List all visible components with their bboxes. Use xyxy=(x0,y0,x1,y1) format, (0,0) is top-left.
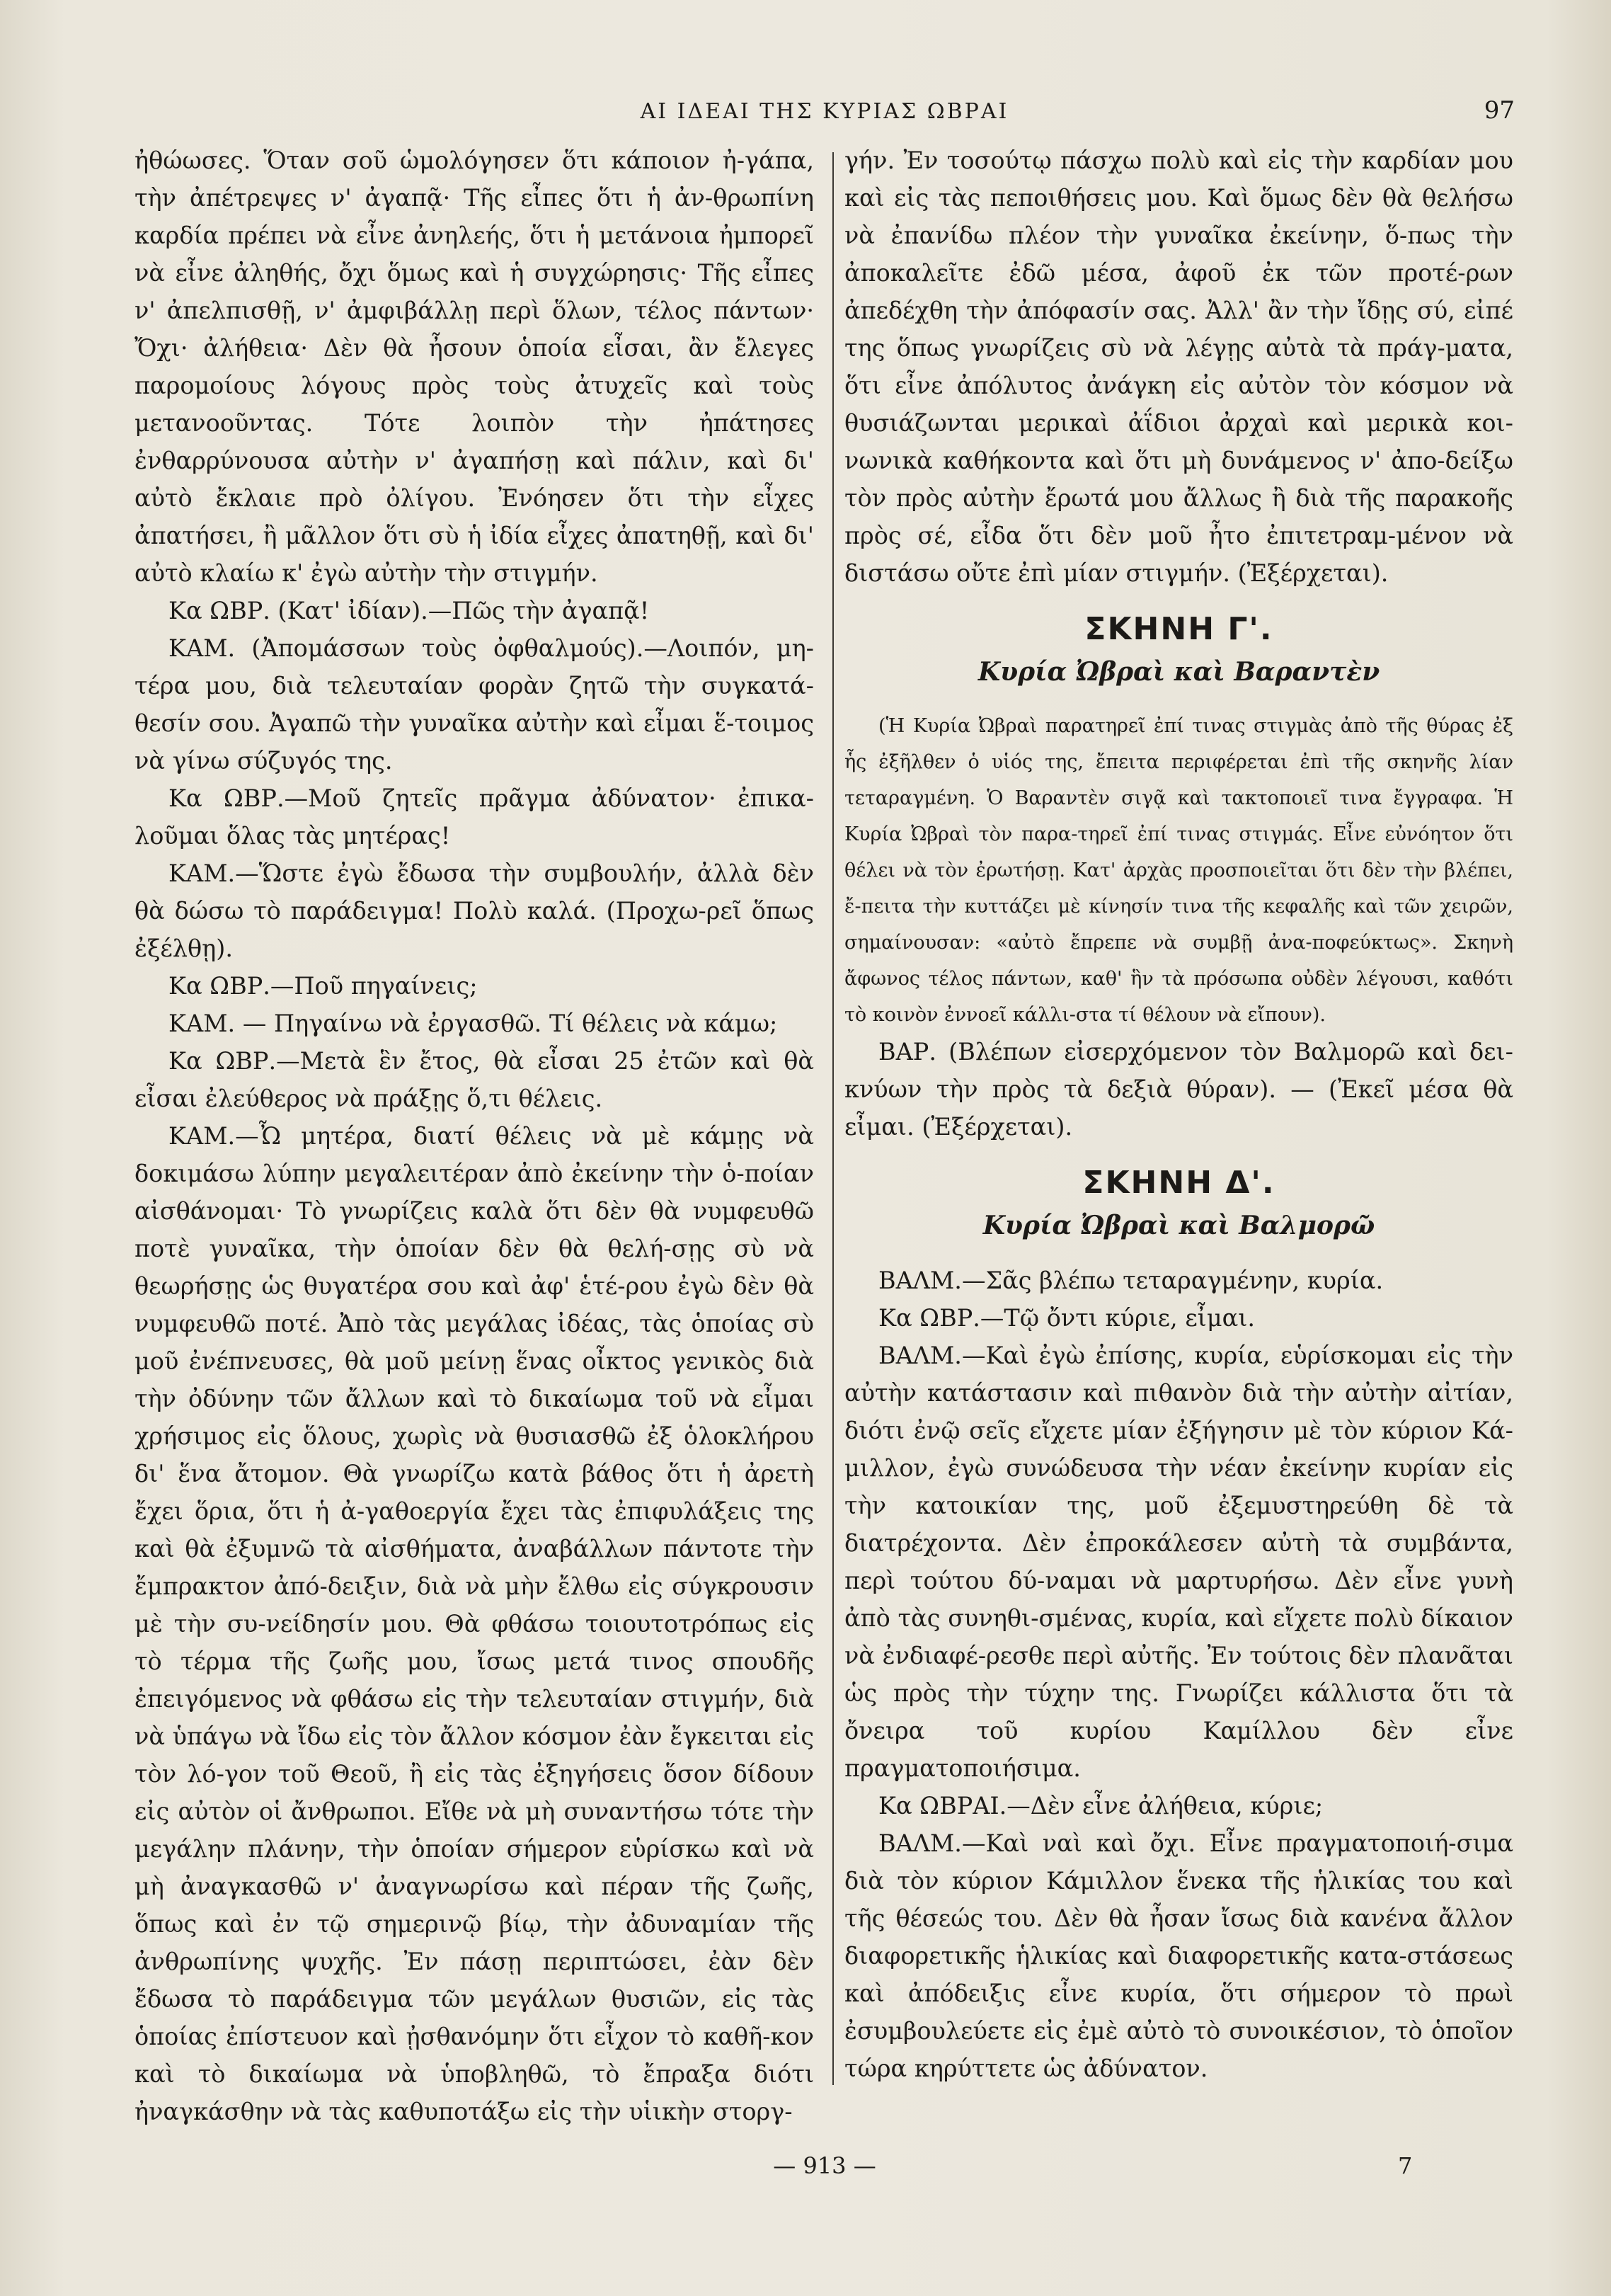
scene-4-heading: ΣΚΗΝΗ Δ'. xyxy=(1082,1165,1275,1201)
scene-3-cast: Κυρία Ὠβραὶ καὶ Βαραντὲν xyxy=(978,657,1380,687)
paragraph: γήν. Ἐν τοσούτῳ πάσχω πολὺ καὶ εἰς τὴν καρδίαν μου καὶ εἰς τὰς πεποιθήσεις μου. Καὶ ὅμως δὲν θὰ θελήσω νὰ ἐπανίδω πλέον τὴν γυναῖκα ἐκείνην, ὅ-πως τὴν ἀποκαλεῖτε ἐδῶ μέσα, ἀφοῦ ἐκ τῶν προτέ-ρων ἀπεδέχθη τὴν ἀπόφασίν σας. Ἀλλ' ἂν τὴν ἴδῃς σύ, εἰπέ της ὅπως γνωρίζεις σὺ νὰ λέγῃς αὐτὰ τὰ πράγ-ματα, ὅτι εἶνε ἀπόλυτος ἀνάγκη εἰς αὐτὸν τὸν κόσμον νὰ θυσιάζωνται μερικαὶ ἀΐδιοι ἀρχαὶ καὶ μερικὰ κοι-νωνικὰ καθήκοντα καὶ ὅτι μὴ δυνάμενος ν' ἀπο-δείξω τὸν πρὸς αὐτὴν ἔρωτά μου ἄλλως ἢ διὰ τῆς παρακοῆς πρὸς σέ, εἶδα ὅτι δὲν μοῦ ἦτο ἐπιτετραμ-μένον νὰ διστάσω οὔτε ἐπὶ μίαν στιγμήν. (Ἐξέρχεται). xyxy=(844,147,1513,587)
paragraph: Κα ΩΒΡΑΙ.—Δὲν εἶνε ἀλήθεια, κύριε; xyxy=(878,1792,1324,1820)
paragraph: Κα ΩΒΡ.—Ποῦ πηγαίνεις; xyxy=(168,972,478,1000)
paragraph: ἠθώωσες. Ὅταν σοῦ ὡμολόγησεν ὅτι κάποιον ἠ-γάπα, τὴν ἀπέτρεψες ν' ἀγαπᾷ· Τῆς εἶπες ὅτι ἡ ἀν-θρωπίνη καρδία πρέπει νὰ εἶνε ἀνηλεής, ὅτι ἡ μετάνοια ἠμπορεῖ νὰ εἶνε ἀληθής, ὄχι ὅμως καὶ ἡ συγχώρησις· Τῆς εἶπες ν' ἀπελπισθῇ, ν' ἀμφιβάλλῃ περὶ ὅλων, τέλος πάντων· Ὄχι· ἀλήθεια· Δὲν θὰ ἦσουν ὁποία εἶσαι, ἂν ἔλεγες παρομοίους λόγους πρὸς τοὺς ἀτυχεῖς καὶ τοὺς μετανοοῦντας. Τότε λοιπὸν τὴν ἠπάτησες ἐνθαρρύνουσα αὐτὴν ν' ἀγαπήσῃ καὶ πάλιν, καὶ δι' αὐτὸ ἔκλαιε πρὸ ὀλίγου. Ἐνόησεν ὅτι τὴν εἶχες ἀπατήσει, ἢ μᾶλλον ὅτι σὺ ἡ ἰδία εἶχες ἀπατηθῇ, καὶ δι' αὐτὸ κλαίω κ' ἐγὼ αὐτὴν τὴν στιγμήν. xyxy=(134,147,814,587)
paragraph: Κα ΩΒΡ. (Κατ' ἰδίαν).—Πῶς τὴν ἀγαπᾷ! xyxy=(168,597,650,624)
paragraph: ΒΑΛΜ.—Σᾶς βλέπω τεταραγμένην, κυρία. xyxy=(878,1267,1384,1294)
paragraph: ΒΑΡ. (Βλέπων εἰσερχόμενον τὸν Βαλμορῶ καὶ δει-κνύων τὴν πρὸς τὰ δεξιὰ θύραν). — (Ἐκεῖ μέσα θὰ εἶμαι. (Ἐξέρχεται). xyxy=(844,1038,1513,1141)
paragraph: Κα ΩΒΡ.—Τῷ ὄντι κύριε, εἶμαι. xyxy=(878,1304,1255,1332)
page-footer xyxy=(134,2152,1515,2195)
paragraph: ΚΑΜ.—Ὦ μητέρα, διατί θέλεις νὰ μὲ κάμῃς νὰ δοκιμάσω λύπην μεγαλειτέραν ἀπὸ ἐκείνην τὴν ὁ-ποίαν αἰσθάνομαι· Τὸ γνωρίζεις καλὰ ὅτι δὲν θὰ νυμφευθῶ ποτὲ γυναῖκα, τὴν ὁποίαν δὲν θὰ θελή-σῃς σὺ νὰ θεωρήσῃς ὡς θυγατέρα σου καὶ ἀφ' ἑτέ-ρου ἐγὼ δὲν θὰ νυμφευθῶ ποτέ. Ἀπὸ τὰς μεγάλας ἰδέας, τὰς ὁποίας σὺ μοῦ ἐνέπνευσες, θὰ μοῦ μείνῃ ἕνας οἶκτος γενικὸς διὰ τὴν ὀδύνην τῶν ἄλλων καὶ τὸ δικαίωμα τοῦ νὰ εἶμαι χρήσιμος εἰς ὅλους, χωρὶς νὰ θυσιασθῶ ἐξ ὁλοκλήρου δι' ἕνα ἄτομον. Θὰ γνωρίζω κατὰ βάθος ὅτι ἡ ἀρετὴ ἔχει ὅρια, ὅτι ἡ ἀ-γαθοεργία ἔχει τὰς ἐπιφυλάξεις της καὶ θὰ ἐξυμνῶ τὰ αἰσθήματα, ἀναβάλλων πάντοτε τὴν ἔμπρακτον ἀπό-δειξιν, διὰ νὰ μὴν ἔλθω εἰς σύγκρουσιν μὲ τὴν συ-νείδησίν μου. Θὰ φθάσω τοιουτοτρόπως εἰς τὸ τέρμα τῆς ζωῆς μου, ἴσως μετά τινος σπουδῆς ἐπειγόμενος νὰ φθάσω εἰς τὴν τελευταίαν στιγμήν, διὰ νὰ ὑπάγω νὰ ἴδω εἰς τὸν ἄλλον κόσμον ἐὰν ἔγκειται εἰς τὸν λό-γον τοῦ Θεοῦ, ἢ εἰς τὰς ἐξηγήσεις ὅσον δίδουν εἰς αὐτὸν οἱ ἄνθρωποι. Εἴθε νὰ μὴ συναντήσω τότε τὴν μεγάλην πλάνην, τὴν ὁποίαν σήμερον εὑρίσκω καὶ νὰ μὴ ἀναγκασθῶ ν' ἀναγνωρίσω καὶ πέραν τῆς ζωῆς, ὅπως καὶ ἐν τῷ σημερινῷ βίῳ, τὴν ἀδυναμίαν τῆς ἀνθρωπίνης ψυχῆς. Ἐν πάσῃ περιπτώσει, ἐὰν δὲν ἔδωσα τὸ παράδειγμα τῶν μεγάλων θυσιῶν, εἰς τὰς ὁποίας ἐπίστευον καὶ ᾐσθανόμην ὅτι εἶχον τὸ καθῆ-κον καὶ τὸ δικαίωμα νὰ ὑποβληθῶ, τὸ ἔπραξα διότι ἠναγκάσθην νὰ τὰς καθυποτάξω εἰς τὴν υἱικὴν στοργ- xyxy=(134,1122,814,2125)
paragraph: ΚΑΜ. (Ἀπομάσσων τοὺς ὀφθαλμούς).—Λοιπόν, μη-τέρα μου, διὰ τελευταίαν φορὰν ζητῶ τὴν συγκατά-θεσίν σου. Ἀγαπῶ τὴν γυναῖκα αὐτὴν καὶ εἶμαι ἕ-τοιμος νὰ γίνω σύζυγός της. xyxy=(134,634,814,775)
right-column xyxy=(844,142,1513,2087)
paragraph: Κα ΩΒΡ.—Μοῦ ζητεῖς πρᾶγμα ἀδύνατον· ἐπικα-λοῦμαι ὅλας τὰς μητέρας! xyxy=(134,784,814,850)
paragraph: ΒΑΛΜ.—Καὶ ναὶ καὶ ὄχι. Εἶνε πραγματοποιή-σιμα διὰ τὸν κύριον Κάμιλλον ἕνεκα τῆς ἡλικίας του καὶ τῆς θέσεώς του. Δὲν θὰ ἦσαν ἴσως διὰ κανένα ἄλλον διαφορετικῆς ἡλικίας καὶ διαφορετικῆς κατα-στάσεως καὶ ἀπόδειξις εἶνε κυρία, ὅτι σήμερον τὸ πρωὶ ἐσυμβουλεύετε εἰς ἐμὲ αὐτὸ τὸ συνοικέσιον, τὸ ὁποῖον τώρα κηρύττετε ὡς ἀδύνατον. xyxy=(844,1829,1513,2082)
column-divider xyxy=(832,152,834,2085)
scene-4-cast: Κυρία Ὠβραὶ καὶ Βαλμορῶ xyxy=(982,1211,1375,1240)
scene-3-heading: ΣΚΗΝΗ Γ'. xyxy=(1084,611,1273,647)
paragraph: ΚΑΜ.—Ὥστε ἐγὼ ἔδωσα τὴν συμβουλήν, ἀλλὰ δὲν θὰ δώσω τὸ παράδειγμα! Πολὺ καλά. (Προχω-ρεῖ ὅπως ἐξέλθῃ). xyxy=(134,859,814,962)
signature-mark: 7 xyxy=(1398,2152,1413,2179)
page-number: 97 xyxy=(1484,96,1515,125)
paragraph: ΒΑΛΜ.—Καὶ ἐγὼ ἐπίσης, κυρία, εὑρίσκομαι εἰς τὴν αὐτὴν κατάστασιν καὶ πιθανὸν διὰ τὴν αὐτὴν αἰτίαν, διότι ἐνῷ σεῖς εἴχετε μίαν ἐξήγησιν μὲ τὸν κύριον Κά-μιλλον, ἐγὼ συνώδευσα τὴν νέαν ἐκείνην κυρίαν εἰς τὴν κατοικίαν της, μοῦ ἐξεμυστηρεύθη δὲ τὰ διατρέχοντα. Δὲν ἐπροκάλεσεν αὐτὴ τὰ συμβάντα, περὶ τούτου δύ-ναμαι νὰ μαρτυρήσω. Δὲν εἶνε γυνὴ ἀπὸ τὰς συνηθι-σμένας, κυρία, καὶ εἴχετε πολὺ δίκαιον νὰ ἐνδιαφέ-ρεσθε περὶ αὐτῆς. Ἐν τούτοις δὲν πλανᾶται ὡς πρὸς τὴν τύχην της. Γνωρίζει κάλλιστα ὅτι τὰ ὄνειρα τοῦ κυρίου Καμίλλου δὲν εἶνε πραγματοποιήσιμα. xyxy=(844,1342,1513,1782)
paragraph: Κα ΩΒΡ.—Μετὰ ἓν ἔτος, θὰ εἶσαι 25 ἐτῶν καὶ θὰ εἶσαι ἐλεύθερος νὰ πράξῃς ὅ,τι θέλεις. xyxy=(134,1047,814,1112)
stage-direction: (Ἡ Κυρία Ὠβραὶ παρατηρεῖ ἐπί τινας στιγμὰς ἀπὸ τῆς θύρας ἐξ ἧς ἐξῆλθεν ὁ υἱός της, ἔπειτα περιφέρεται ἐπὶ τῆς σκηνῆς λίαν τεταραγμένη. Ὁ Βαραντὲν σιγᾷ καὶ τακτοποιεῖ τινα ἔγγραφα. Ἡ Κυρία Ὠβραὶ τὸν παρα-τηρεῖ ἐπί τινας στιγμάς. Εἶνε εὐνόητον ὅτι θέλει νὰ τὸν ἐρωτήσῃ. Κατ' ἀρχὰς προσποιεῖται ὅτι δὲν τὴν βλέπει, ἔ-πειτα τὴν κυττάζει μὲ κίνησίν τινα τῆς κεφαλῆς καὶ τῶν χειρῶν, σημαίνουσαν: «αὐτὸ ἔπρεπε νὰ συμβῇ ἀνα-ποφεύκτως». Σκηνὴ ἄφωνος τέλος πάντων, καθ' ἣν τὰ πρόσωπα οὐδὲν λέγουσι, καθότι τὸ κοινὸν ἐννοεῖ κάλλι-στα τί θέλουν νὰ εἴπουν). xyxy=(844,715,1513,1026)
page-header xyxy=(134,92,1515,135)
running-title: ΑΙ ΙΔΕΑΙ ΤΗΣ ΚΥΡΙΑΣ ΩΒΡΑΙ xyxy=(640,99,1009,124)
left-column xyxy=(134,142,814,2130)
paragraph: ΚΑΜ. — Πηγαίνω νὰ ἐργασθῶ. Τί θέλεις νὰ κάμω; xyxy=(168,1010,778,1037)
folio-number: — 913 — xyxy=(773,2152,876,2179)
